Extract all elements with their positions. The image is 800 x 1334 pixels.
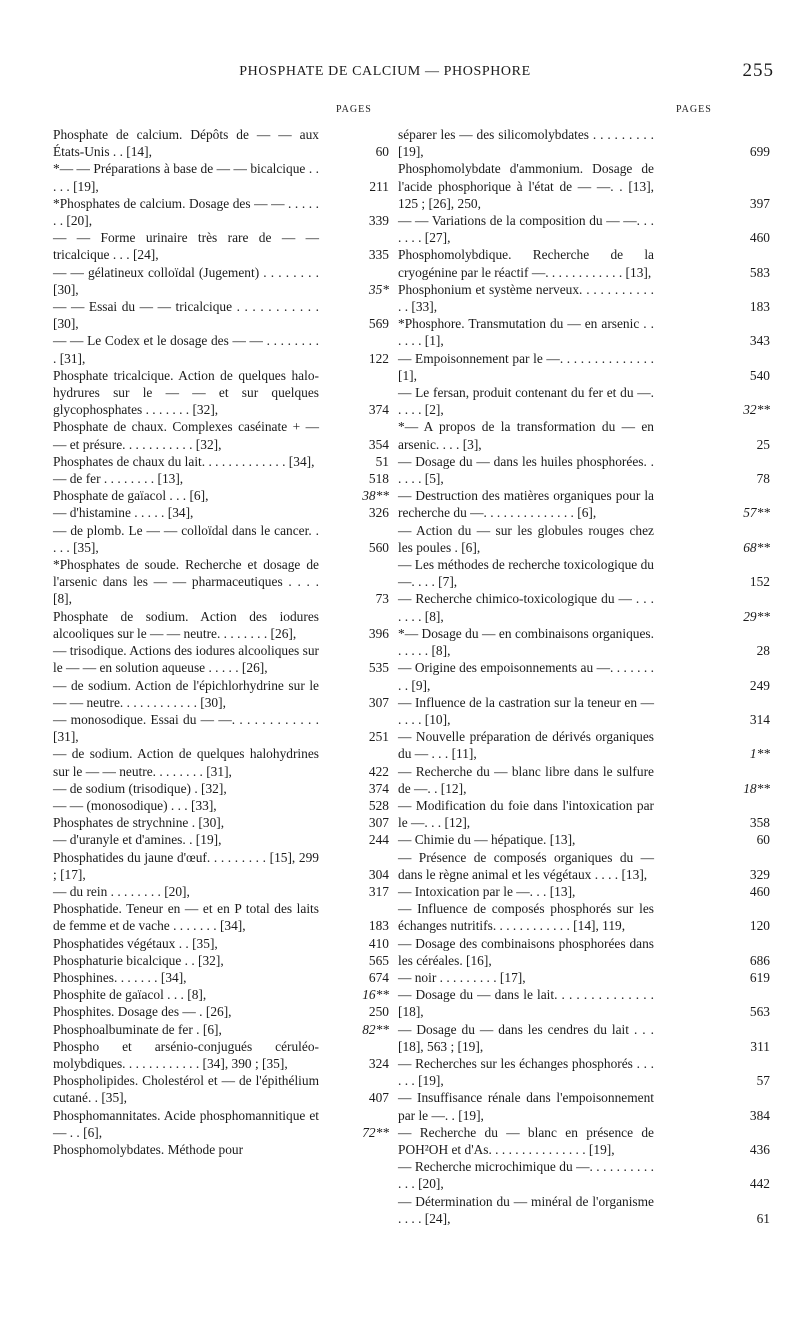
index-entry: [53, 1003, 403, 1020]
index-entry: [398, 281, 772, 315]
running-title: PHOSPHATE DE CALCIUM — PHOSPHORE: [239, 64, 531, 79]
index-entry-page: 563: [749, 1004, 770, 1020]
index-entry-text: Phosphoalbuminate de fer . [6],: [53, 1021, 222, 1037]
index-entry: [398, 849, 772, 883]
index-entry: [398, 212, 772, 246]
index-entry-page: 540: [749, 367, 770, 383]
index-entry-text: — de sodium. Action de quelques halohydrines sur le — — neutre. . . . . . . . [31],: [53, 746, 319, 779]
index-entry: [53, 487, 403, 504]
index-entry-page: 307: [368, 694, 389, 710]
index-entry-text: — Recherches sur les échanges phosphorés . . . . . . [19],: [398, 1055, 654, 1089]
index-entry: [53, 608, 403, 642]
index-entry: [53, 504, 403, 521]
index-entry: [398, 160, 772, 212]
index-entry-text: Phospho et arsénio-conjugués céruléo-molybdiques. . . . . . . . . . . . [34], 390 ; [35],: [53, 1038, 319, 1071]
index-entry-text: — Le fersan, produit contenant du fer et du —. . . . . [2],: [398, 385, 654, 418]
index-entry: [53, 264, 403, 298]
index-entry-page: 384: [749, 1107, 770, 1123]
index-entry-text: Phosphomolybdique. Recherche de la cryogénine par le réactif —. . . . . . . . . . . . [13],: [398, 247, 654, 280]
index-entry: [53, 814, 403, 831]
index-entry: [53, 1021, 403, 1038]
index-entry-text: — monosodique. Essai du — —. . . . . . . . . . . . [31],: [53, 711, 319, 745]
index-entry: [53, 418, 403, 452]
index-entry-text: — Recherche du — blanc libre dans le sulfure de —. . [12],: [398, 763, 654, 796]
index-entry-page: 251: [368, 729, 389, 745]
index-entry-page: 535: [368, 660, 389, 676]
index-entry-page: 18**: [743, 780, 770, 796]
index-entry: [398, 1021, 772, 1055]
index-entry-text: — Chimie du — hépatique. [13],: [398, 832, 576, 848]
index-entry-text: — — Forme urinaire très rare de — — tricalcique . . . [24],: [53, 230, 319, 263]
index-entry-text: — de fer . . . . . . . . [13],: [53, 471, 184, 487]
index-entry-text: Phosphatide. Teneur en — et en P total des laits de femme et de vache . . . . . . . [34],: [53, 901, 319, 934]
index-entry-text: — — Essai du — — tricalcique . . . . . . . . . . . [30],: [53, 299, 319, 332]
index-entry: [53, 952, 403, 969]
index-entry: [53, 1141, 403, 1158]
index-entry-page: 57**: [743, 505, 770, 521]
index-entry-text: — — Le Codex et le dosage des — — . . . . . . . . . [31],: [53, 333, 319, 366]
index-entry: [398, 590, 772, 624]
pages-column-heading: PAGES: [336, 104, 372, 115]
index-entry-page: 244: [368, 832, 389, 848]
index-entry-page: 396: [368, 625, 389, 641]
index-entry-page: 249: [749, 677, 770, 693]
index-entry: [53, 470, 403, 487]
index-entry-page: 152: [749, 574, 770, 590]
index-entry: [398, 659, 772, 693]
index-entry-text: — Les méthodes de recherche toxicologique du —. . . . [7],: [398, 557, 654, 590]
index-entry-text: Phosphomolybdate d'ammonium. Dosage de l'acide phosphorique à l'état de — —. . [13], 125 ; [26], 250,: [398, 161, 654, 211]
index-entry: [398, 126, 772, 160]
index-entry: [398, 556, 772, 590]
index-entry-page: 304: [368, 866, 389, 882]
index-entry-page: 358: [749, 815, 770, 831]
index-entry-page: 528: [368, 797, 389, 813]
index-entry-text: — Recherche du — blanc en présence de POH²OH et d'As. . . . . . . . . . . . . . . [19],: [398, 1124, 654, 1157]
index-entry-page: 314: [749, 711, 770, 727]
index-entry-page: 68**: [743, 539, 770, 555]
index-entry-page: 324: [368, 1055, 389, 1071]
index-entry: [53, 969, 403, 986]
index-entry: [53, 831, 403, 848]
index-entry: [53, 1072, 403, 1106]
index-entry-text: — Empoisonnement par le —. . . . . . . . . . . . . . [1],: [398, 350, 654, 383]
index-entry: [53, 367, 403, 419]
index-entry-text: *Phosphore. Transmutation du — en arsenic . . . . . . [1],: [398, 316, 654, 349]
index-entry: [53, 1107, 403, 1141]
index-entry-text: — Origine des empoisonnements au —. . . . . . . . . [9],: [398, 660, 654, 693]
index-entry-page: 120: [749, 918, 770, 934]
index-entry: [53, 195, 403, 229]
index-entry-text: — Dosage du — dans les cendres du lait . . . [18], 563 ; [19],: [398, 1021, 654, 1054]
index-entry-text: Phosphaturie bicalcique . . [32],: [53, 952, 224, 968]
index-entry: [398, 315, 772, 349]
index-entry-text: Phosphatides du jaune d'œuf. . . . . . . . . [15], 299 ; [17],: [53, 849, 319, 882]
index-entry-page: 674: [368, 969, 389, 985]
index-entry-text: — Dosage des combinaisons phosphorées dans les céréales. [16],: [398, 935, 654, 968]
index-entry-page: 35*: [368, 281, 389, 297]
index-entry-page: 410: [368, 935, 389, 951]
index-entry-page: 82**: [362, 1021, 389, 1037]
index-entry-page: 211: [369, 178, 389, 194]
index-entry-page: 442: [749, 1176, 770, 1192]
index-entry-page: 73: [375, 591, 389, 607]
index-entry: [53, 797, 403, 814]
index-entry-text: Phosphite de gaïacol . . . [8],: [53, 987, 207, 1003]
index-entry-text: — Intoxication par le —. . . [13],: [398, 883, 576, 899]
index-entry-text: — trisodique. Actions des iodures alcooliques sur le — — en solution aqueuse . . . . . [26],: [53, 643, 319, 676]
index-entry-page: 339: [368, 213, 389, 229]
index-entry-page: 436: [749, 1141, 770, 1157]
index-entry-text: — Influence de composés phosphorés sur les échanges nutritifs. . . . . . . . . . . . [14], 119,: [398, 901, 654, 934]
index-entry-page: 250: [368, 1004, 389, 1020]
index-entry: [53, 642, 403, 676]
index-entry: [398, 625, 772, 659]
index-entry-page: 60: [756, 832, 770, 848]
index-entry-page: 619: [749, 969, 770, 985]
index-entries-right: [398, 126, 772, 1227]
index-entry-page: 122: [368, 350, 389, 366]
index-entry: [398, 522, 772, 556]
index-entry: [53, 849, 403, 883]
index-entry-page: 374: [368, 780, 389, 796]
index-entry-text: — — Variations de la composition du — —. . . . . . . [27],: [398, 213, 654, 246]
index-entry-page: 16**: [362, 987, 389, 1003]
index-entry-text: — du rein . . . . . . . . [20],: [53, 883, 190, 899]
index-entry-text: — d'histamine . . . . . [34],: [53, 505, 194, 521]
index-entry: [398, 900, 772, 934]
index-entry: [53, 298, 403, 332]
index-entry: [53, 883, 403, 900]
index-entry-page: 407: [368, 1090, 389, 1106]
index-entry-text: — Dosage du — dans les huiles phosphorées. . . . . . [5],: [398, 453, 654, 487]
index-entry-text: *— A propos de la transformation du — en arsenic. . . . [3],: [398, 419, 654, 452]
index-entry-text: — noir . . . . . . . . . [17],: [398, 969, 526, 985]
index-entry-page: 311: [750, 1038, 770, 1054]
index-entry: [53, 745, 403, 779]
index-entry-text: — Insuffisance rénale dans l'empoisonnement par le —. . [19],: [398, 1090, 654, 1123]
index-entry-text: *Phosphates de soude. Recherche et dosage de l'arsenic dans les — — pharmaceutiques . . . . [8],: [53, 557, 319, 607]
index-entry-page: 354: [368, 436, 389, 452]
index-entry: [53, 677, 403, 711]
index-entry: [398, 969, 772, 986]
index-entry-text: Phospholipides. Cholestérol et — de l'épithélium cutané. . [35],: [53, 1073, 319, 1106]
index-entry-text: — Dosage du — dans le lait. . . . . . . . . . . . . . [18],: [398, 987, 654, 1020]
index-entry-text: Phosphate de sodium. Action des iodures alcooliques sur le — — neutre. . . . . . . . [26],: [53, 608, 319, 641]
index-entry: [53, 986, 403, 1003]
index-entry: [398, 350, 772, 384]
page-number: 255: [742, 60, 774, 81]
index-entry-text: — de sodium (trisodique) . [32],: [53, 780, 227, 796]
index-entry-text: Phosphines. . . . . . . [34],: [53, 969, 187, 985]
index-entry-text: — Destruction des matières organiques pour la recherche du —. . . . . . . . . . . . . . [6],: [398, 488, 654, 521]
index-entry-text: *— — Préparations à base de — — bicalcique . . . . . [19],: [53, 161, 319, 194]
index-entry-page: 1**: [749, 746, 770, 762]
left-column: [53, 104, 403, 1334]
index-entry-text: Phosphate de gaïacol . . . [6],: [53, 488, 209, 504]
index-entry-text: Phosphates de chaux du lait. . . . . . . . . . . . . [34],: [53, 453, 315, 469]
index-entry: [398, 935, 772, 969]
index-entry-page: 329: [749, 866, 770, 882]
index-entry-page: 32**: [743, 402, 770, 418]
index-entry: [398, 763, 772, 797]
index-entry: [398, 384, 772, 418]
index-entry-text: — Action du — sur les globules rouges chez les poules . [6],: [398, 522, 654, 555]
index-entry: [53, 160, 403, 194]
index-entry-page: 374: [368, 402, 389, 418]
index-entry-text: — Recherche microchimique du —. . . . . . . . . . . . . [20],: [398, 1159, 654, 1192]
index-entry: [398, 797, 772, 831]
index-entry-page: 460: [749, 230, 770, 246]
index-entry: [53, 453, 403, 470]
index-entry: [398, 728, 772, 762]
index-entry-page: 78: [756, 471, 770, 487]
index-entry-text: — — gélatineux colloïdal (Jugement) . . . . . . . . [30],: [53, 264, 319, 297]
index-entry-text: — Nouvelle préparation de dérivés organiques du — . . . [11],: [398, 729, 654, 762]
index-entry-page: 397: [749, 195, 770, 211]
index-entry: [398, 831, 772, 848]
index-entry-page: 307: [368, 815, 389, 831]
index-entry-page: 317: [368, 883, 389, 899]
index-entry-text: Phosphomolybdates. Méthode pour: [53, 1141, 244, 1157]
right-column: [398, 104, 772, 1334]
index-entry: [53, 126, 403, 160]
index-entry-page: 422: [368, 763, 389, 779]
index-entry: [398, 883, 772, 900]
index-entry-page: 335: [368, 247, 389, 263]
index-entry-page: 57: [756, 1073, 770, 1089]
index-entry-text: séparer les — des silicomolybdates . . . . . . . . . [19],: [398, 127, 654, 160]
index-entry: [53, 780, 403, 797]
index-entry-text: — de sodium. Action de l'épichlorhydrine sur le — — neutre. . . . . . . . . . . . [30],: [53, 677, 319, 710]
index-entry: [53, 935, 403, 952]
index-entry-text: — Influence de la castration sur la teneur en — . . . . [10],: [398, 694, 654, 727]
index-entry-text: — Détermination du — minéral de l'organisme . . . . [24],: [398, 1193, 654, 1226]
index-entry-text: Phosphatides végétaux . . [35],: [53, 935, 218, 951]
index-entry-page: 29**: [743, 608, 770, 624]
index-entry: [53, 900, 403, 934]
index-entry: [398, 1124, 772, 1158]
index-entry-text: Phosphites. Dosage des — . [26],: [53, 1004, 232, 1020]
index-entries-left: [53, 126, 403, 1158]
index-entry-page: 60: [375, 144, 389, 160]
index-entry-text: *Phosphates de calcium. Dosage des — — . . . . . . . [20],: [53, 195, 319, 229]
index-entry-text: Phosphate tricalcique. Action de quelques halo-hydrures sur le — — et sur quelques glycophosphates . . . . . . . [32],: [53, 367, 319, 418]
index-entry-text: — Recherche chimico-toxicologique du — . . . . . . . [8],: [398, 591, 654, 624]
index-entry: [398, 986, 772, 1020]
index-entry: [53, 522, 403, 556]
index-entry-text: Phosphate de calcium. Dépôts de — — aux États-Unis . . [14],: [53, 127, 319, 160]
index-entry-text: Phosphomannitates. Acide phosphomannitique et — . . [6],: [53, 1107, 319, 1140]
index-entry: [398, 1158, 772, 1192]
index-entry: [398, 453, 772, 487]
index-entry-page: 460: [749, 883, 770, 899]
index-entry-text: — — (monosodique) . . . [33],: [53, 797, 217, 813]
index-entry-page: 518: [368, 471, 389, 487]
index-entry-text: Phosphonium et système nerveux. . . . . . . . . . . . . [33],: [398, 281, 654, 315]
index-entry: [398, 1055, 772, 1089]
index-entry-text: — Présence de composés organiques du — dans le règne animal et les végétaux . . . . [13],: [398, 849, 654, 882]
index-entry-text: — d'uranyle et d'amines. . [19],: [53, 832, 222, 848]
index-entry-page: 565: [368, 952, 389, 968]
index-entry-page: 183: [368, 918, 389, 934]
index-entry-page: 569: [368, 316, 389, 332]
index-entry: [53, 332, 403, 366]
index-entry-page: 343: [749, 333, 770, 349]
index-entry: [398, 487, 772, 521]
index-entry-page: 560: [368, 539, 389, 555]
index-entry-page: 583: [749, 264, 770, 280]
index-entry: [398, 694, 772, 728]
index-entry: [53, 556, 403, 608]
index-entry-text: Phosphates de strychnine . [30],: [53, 815, 225, 831]
index-entry: [398, 246, 772, 280]
index-entry-page: 326: [368, 505, 389, 521]
index-entry-page: 183: [749, 299, 770, 315]
index-entry-text: — Modification du foie dans l'intoxication par le —. . . [12],: [398, 797, 654, 831]
index-entry-text: — de plomb. Le — — colloïdal dans le cancer. . . . . [35],: [53, 522, 319, 555]
index-entry-page: 699: [749, 144, 770, 160]
index-entry-page: 28: [756, 643, 770, 659]
index-entry: [53, 229, 403, 263]
page-header: [0, 60, 800, 86]
index-entry: [398, 418, 772, 452]
index-entry-page: 686: [749, 952, 770, 968]
index-entry-page: 25: [756, 436, 770, 452]
pages-column-heading: PAGES: [676, 104, 712, 115]
index-entry-page: 61: [756, 1210, 770, 1226]
index-entry-page: 38**: [362, 488, 389, 504]
index-entry-page: 72**: [362, 1124, 389, 1140]
index-entry-text: *— Dosage du — en combinaisons organiques. . . . . . [8],: [398, 625, 654, 659]
index-entry-page: 51: [375, 453, 389, 469]
index-entry: [398, 1089, 772, 1123]
index-entry: [398, 1193, 772, 1227]
index-entry: [53, 711, 403, 745]
index-entry: [53, 1038, 403, 1072]
index-entry-text: Phosphate de chaux. Complexes caséinate + — — et présure. . . . . . . . . . . [32],: [53, 419, 319, 452]
